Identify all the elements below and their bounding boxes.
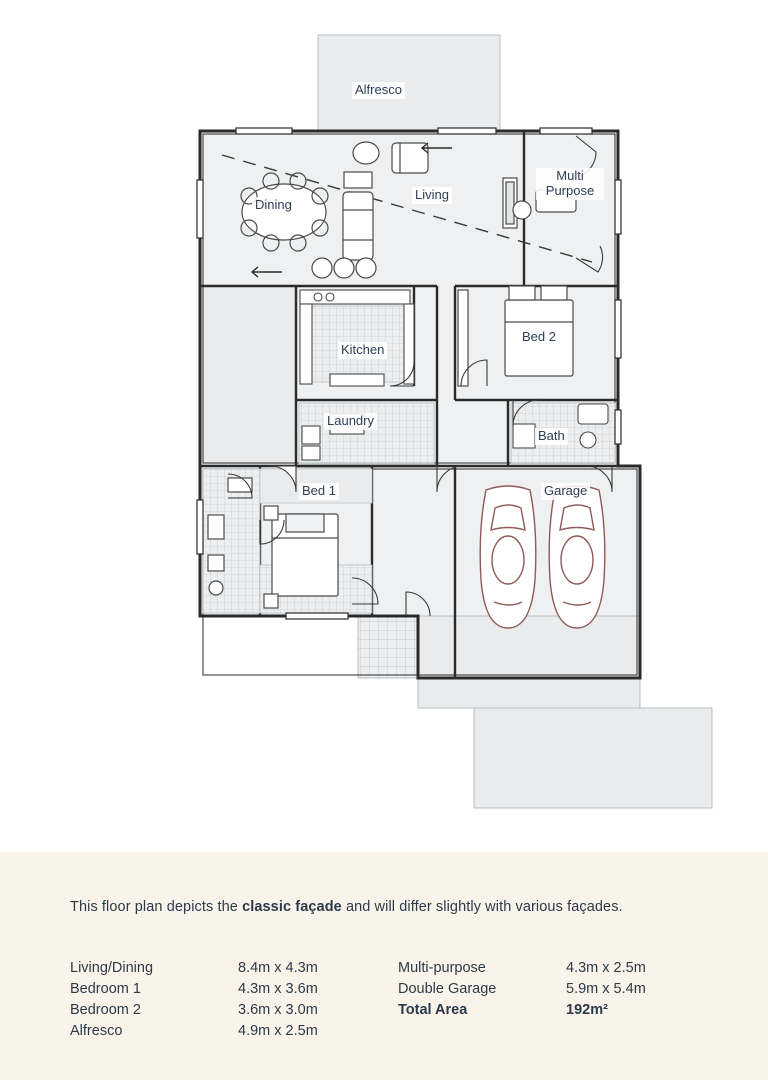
- spec-row: [398, 979, 726, 1000]
- spec-row: [70, 1000, 398, 1021]
- spec-name: Alfresco: [70, 1023, 123, 1039]
- spec-value: 4.3m x 2.5m: [566, 960, 646, 976]
- room-label-multi-purpose: [536, 168, 604, 200]
- spec-name: Bedroom 2: [70, 1002, 141, 1018]
- facade-note: [70, 899, 623, 915]
- spec-name: Living/Dining: [70, 960, 154, 976]
- specifications-table: [70, 958, 710, 1042]
- specs-column-right: [398, 958, 726, 1042]
- room-label-laundry: Laundry: [324, 413, 377, 430]
- specs-column-left: [70, 958, 398, 1042]
- spec-value: 3.6m x 3.0m: [238, 1002, 318, 1018]
- spec-name: Multi-purpose: [398, 960, 486, 976]
- facade-note-bold: classic façade: [242, 899, 342, 915]
- spec-row: [398, 958, 726, 979]
- room-label-alfresco: Alfresco: [352, 82, 405, 99]
- spec-value-total: 192m²: [566, 1002, 608, 1018]
- spec-row-total: [398, 1000, 726, 1021]
- spec-value: 4.3m x 3.6m: [238, 981, 318, 997]
- room-label-bed-1: Bed 1: [299, 483, 339, 500]
- room-label-dining: Dining: [252, 197, 295, 214]
- slab-fills: [200, 35, 712, 808]
- floor-plan-footer: [0, 852, 768, 1080]
- spec-name: Bedroom 1: [70, 981, 141, 997]
- room-label-kitchen: Kitchen: [338, 342, 387, 359]
- spec-row: [70, 979, 398, 1000]
- room-label-living: Living: [412, 187, 452, 204]
- spec-name: Double Garage: [398, 981, 497, 997]
- spec-value: 8.4m x 4.3m: [238, 960, 318, 976]
- room-label-garage: Garage: [541, 483, 590, 500]
- facade-note-suffix: and will differ slightly with various façades.: [341, 899, 623, 915]
- spec-row: [70, 958, 398, 979]
- room-label-bed-2: Bed 2: [519, 329, 559, 346]
- spec-row: [70, 1021, 398, 1042]
- multi-purpose-line-2: Purpose: [545, 182, 595, 198]
- spec-value: 5.9m x 5.4m: [566, 981, 646, 997]
- spec-name-total: Total Area: [398, 1002, 468, 1018]
- multi-purpose-line-1: Multi: [556, 168, 584, 183]
- room-label-bath: Bath: [535, 428, 568, 445]
- spec-value: 4.9m x 2.5m: [238, 1023, 318, 1039]
- facade-note-prefix: This floor plan depicts the: [70, 899, 243, 915]
